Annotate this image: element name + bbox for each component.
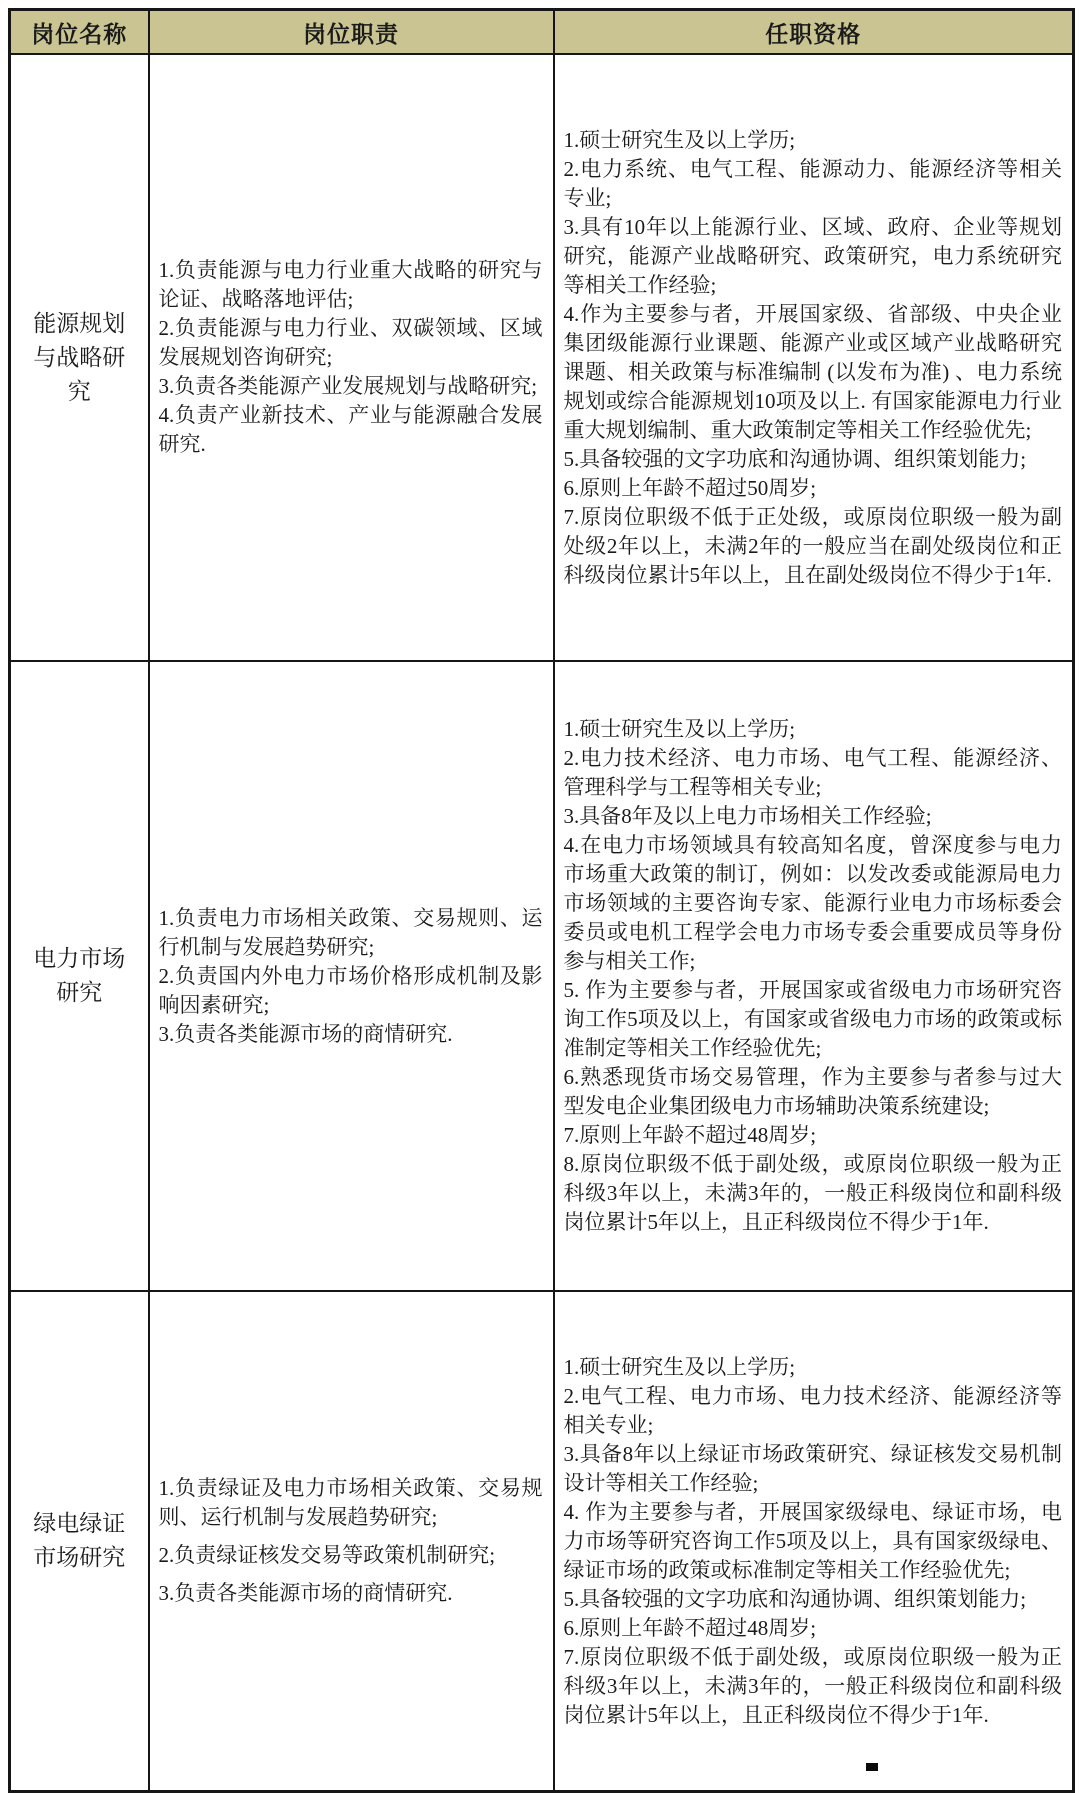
qualifications-cell [554, 54, 1074, 661]
qualification-item: 4.作为主要参与者，开展国家级、省部级、中央企业集团级能源行业课题、能源产业或区域产业战略研究课题、相关政策与标准编制 (以发布为准) 、电力系统规划或综合能源规划10项及以上. 有国家能源电力行业重大规划编制、重大政策制定等相关工作经验优先; [563, 301, 1062, 442]
responsibility-item: 3.负责各类能源市场的商情研究. [158, 1581, 453, 1605]
qualification-item: 6.原则上年龄不超过48周岁; [563, 1615, 817, 1640]
position-cell: 绿电绿证市场研究 [10, 1291, 149, 1792]
qualification-item: 5.具备较强的文字功底和沟通协调、组织策划能力; [563, 446, 1027, 471]
qualification-item: 1.硕士研究生及以上学历; [563, 1354, 796, 1379]
table-row-power-market [10, 661, 1074, 1291]
job-postings-table [8, 8, 1075, 1793]
responsibilities-cell [149, 1291, 554, 1792]
qualification-item: 4.在电力市场领域具有较高知名度，曾深度参与电力市场重大政策的制订，例如：以发改委或能源局电力市场领域的主要咨询专家、能源行业电力市场标委会委员或电机工程学会电力市场专委会重要成员等身份参与相关工作; [563, 833, 1062, 973]
header-row [10, 10, 1074, 55]
qualification-item: 1.硕士研究生及以上学历; [563, 717, 796, 741]
qualifications-cell [554, 661, 1074, 1291]
responsibility-item: 2.负责绿证核发交易等政策机制研究; [158, 1543, 496, 1567]
responsibility-item: 1.负责能源与电力行业重大战略的研究与论证、战略落地评估; [158, 258, 543, 311]
qualification-item: 6.原则上年龄不超过50周岁; [563, 475, 817, 500]
responsibilities-cell [149, 661, 554, 1291]
header-position: 岗位名称 [10, 10, 149, 55]
position-cell: 能源规划与战略研究 [10, 54, 149, 661]
qualification-item: 3.具有10年以上能源行业、区域、政府、企业等规划研究，能源产业战略研究、政策研究，电力系统研究等相关工作经验; [563, 214, 1062, 297]
header-qualifications: 任职资格 [554, 10, 1074, 55]
qualification-item: 8.原岗位职级不低于副处级，或原岗位职级一般为正科级3年以上，未满3年的，一般正科级岗位和副科级岗位累计5年以上，且正科级岗位不得少于1年. [563, 1152, 1062, 1234]
qualification-item: 7.原岗位职级不低于正处级，或原岗位职级一般为副处级2年以上，未满2年的一般应当在副处级岗位和正科级岗位累计5年以上，且在副处级岗位不得少于1年. [563, 504, 1062, 587]
qualification-item: 4. 作为主要参与者，开展国家级绿电、绿证市场，电力市场等研究咨询工作5项及以上，具有国家级绿电、绿证市场的政策或标准制定等相关工作经验优先; [563, 1499, 1062, 1582]
qualification-item: 2.电力系统、电气工程、能源动力、能源经济等相关专业; [563, 156, 1062, 210]
qualifications-cell [554, 1291, 1074, 1792]
responsibility-item: 3.负责各类能源产业发展规划与战略研究; [158, 374, 538, 398]
responsibility-item: 2.负责能源与电力行业、双碳领域、区域发展规划咨询研究; [158, 316, 543, 369]
qualification-item: 2.电气工程、电力市场、电力技术经济、能源经济等相关专业; [563, 1383, 1062, 1437]
qualification-item: 3.具备8年以上绿证市场政策研究、绿证核发交易机制设计等相关工作经验; [563, 1441, 1062, 1495]
responsibility-item: 1.负责电力市场相关政策、交易规则、运行机制与发展趋势研究; [158, 905, 543, 959]
table-row-energy-planning [10, 54, 1074, 661]
qualification-item: 5. 作为主要参与者，开展国家或省级电力市场研究咨询工作5项及以上，有国家或省级电力市场的政策或标准制定等相关工作经验优先; [563, 978, 1062, 1060]
header-responsibilities: 岗位职责 [149, 10, 554, 55]
qualification-item: 6.熟悉现货市场交易管理，作为主要参与者参与过大型发电企业集团级电力市场辅助决策系统建设; [563, 1065, 1062, 1118]
scan-artifact-mark [866, 1763, 878, 1771]
qualification-item: 1.硕士研究生及以上学历; [563, 127, 796, 152]
table-row-green-certificate [10, 1291, 1074, 1792]
job-postings-table-wrap [8, 8, 1075, 1793]
responsibility-item: 3.负责各类能源市场的商情研究. [158, 1021, 453, 1046]
responsibility-item: 2.负责国内外电力市场价格形成机制及影响因素研究; [158, 963, 543, 1017]
responsibility-item: 1.负责绿证及电力市场相关政策、交易规则、运行机制与发展趋势研究; [158, 1476, 543, 1529]
qualification-item: 5.具备较强的文字功底和沟通协调、组织策划能力; [563, 1586, 1027, 1611]
qualification-item: 7.原则上年龄不超过48周岁; [563, 1123, 817, 1147]
position-cell: 电力市场研究 [10, 661, 149, 1291]
responsibility-item: 4.负责产业新技术、产业与能源融合发展研究. [158, 403, 543, 456]
qualification-item: 3.具备8年及以上电力市场相关工作经验; [563, 804, 932, 828]
responsibilities-cell [149, 54, 554, 661]
qualification-item: 7.原岗位职级不低于副处级，或原岗位职级一般为正科级3年以上，未满3年的，一般正科级岗位和副科级岗位累计5年以上，且正科级岗位不得少于1年. [563, 1644, 1062, 1727]
qualification-item: 2.电力技术经济、电力市场、电气工程、能源经济、管理科学与工程等相关专业; [563, 746, 1062, 799]
